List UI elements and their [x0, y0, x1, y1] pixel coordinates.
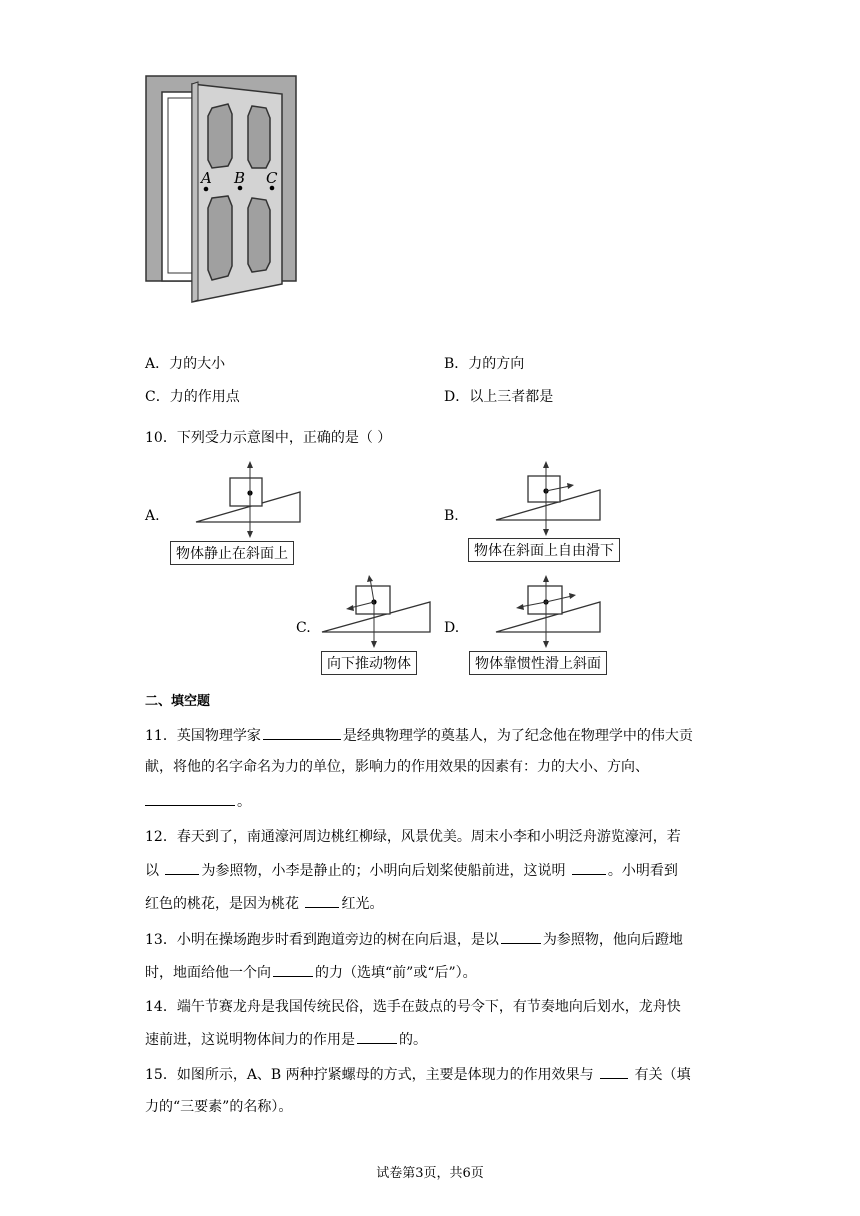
section-title: 二、填空题 — [145, 694, 211, 709]
q15-blank[interactable] — [600, 1064, 628, 1079]
q11-blank-2[interactable] — [145, 791, 235, 806]
q10-stem: 10．下列受力示意图中，正确的是（ ） — [145, 430, 392, 446]
q10-fig-d-diagram — [492, 572, 612, 656]
q14-blank[interactable] — [357, 1029, 397, 1044]
q10-fig-a-label: A. — [145, 508, 160, 524]
point-a-label: A — [201, 169, 212, 187]
q12-line3: 红色的桃花，是因为桃花 红光。 — [145, 893, 383, 914]
point-b-label: B — [234, 169, 246, 187]
q10-fig-a-caption: 物体静止在斜面上 — [170, 541, 294, 565]
q10-fig-d-label: D. — [444, 620, 460, 636]
q12-blank-3[interactable] — [305, 893, 339, 908]
q9-option-a: A．力的大小 — [145, 356, 226, 372]
q13-blank-1[interactable] — [501, 929, 541, 944]
q9-option-b: B．力的方向 — [444, 356, 525, 372]
q10-fig-c-label: C. — [296, 620, 311, 636]
point-a-dot — [204, 187, 209, 192]
q10-fig-a-diagram — [190, 458, 310, 542]
q15-line2: 力的“三要素”的名称）。 — [145, 1099, 293, 1115]
page-footer: 试卷第3页，共6页 — [376, 1166, 484, 1181]
q10-fig-b-caption: 物体在斜面上自由滑下 — [468, 538, 620, 562]
q11-line1: 11．英国物理学家 是经典物理学的奠基人，为了纪念他在物理学中的伟大贡 — [145, 725, 693, 746]
q12-line2: 以 为参照物，小李是静止的；小明向后划桨使船前进，这说明 。小明看到 — [145, 860, 678, 881]
q11-line2: 献，将他的名字命名为力的单位，影响力的作用效果的因素有：力的大小、方向、 — [145, 759, 649, 775]
q15-line1: 15．如图所示，A、B 两种拧紧螺母的方式，主要是体现力的作用效果与 有关（填 — [145, 1064, 691, 1085]
q12-blank-2[interactable] — [572, 860, 606, 875]
q13-blank-2[interactable] — [273, 962, 313, 977]
q10-fig-c-diagram — [318, 572, 438, 656]
q10-fig-c-caption: 向下推动物体 — [321, 651, 417, 675]
q9-option-c: C．力的作用点 — [145, 389, 240, 405]
q11-line3: 。 — [145, 791, 251, 812]
q14-line1: 14．端午节赛龙舟是我国传统民俗，选手在鼓点的号令下，有节奏地向后划水，龙舟快 — [145, 999, 681, 1015]
q13-line2: 时，地面给他一个向 的力（选填“前”或“后”）。 — [145, 962, 477, 983]
q11-blank-1[interactable] — [263, 725, 341, 740]
q10-fig-b-diagram — [490, 458, 610, 542]
door-figure — [140, 70, 310, 310]
q12-blank-1[interactable] — [165, 860, 199, 875]
q14-line2: 速前进，这说明物体间力的作用是 的。 — [145, 1029, 427, 1050]
q13-line1: 13．小明在操场跑步时看到跑道旁边的树在向后退，是以 为参照物，他向后蹬地 — [145, 929, 683, 950]
q9-option-d: D．以上三者都是 — [444, 389, 554, 405]
q10-fig-d-caption: 物体靠惯性滑上斜面 — [469, 651, 607, 675]
q10-fig-b-label: B. — [444, 508, 459, 524]
point-c-label: C — [266, 169, 278, 187]
q12-line1: 12．春天到了，南通濠河周边桃红柳绿，风景优美。周末小李和小明泛舟游览濠河，若 — [145, 829, 681, 845]
